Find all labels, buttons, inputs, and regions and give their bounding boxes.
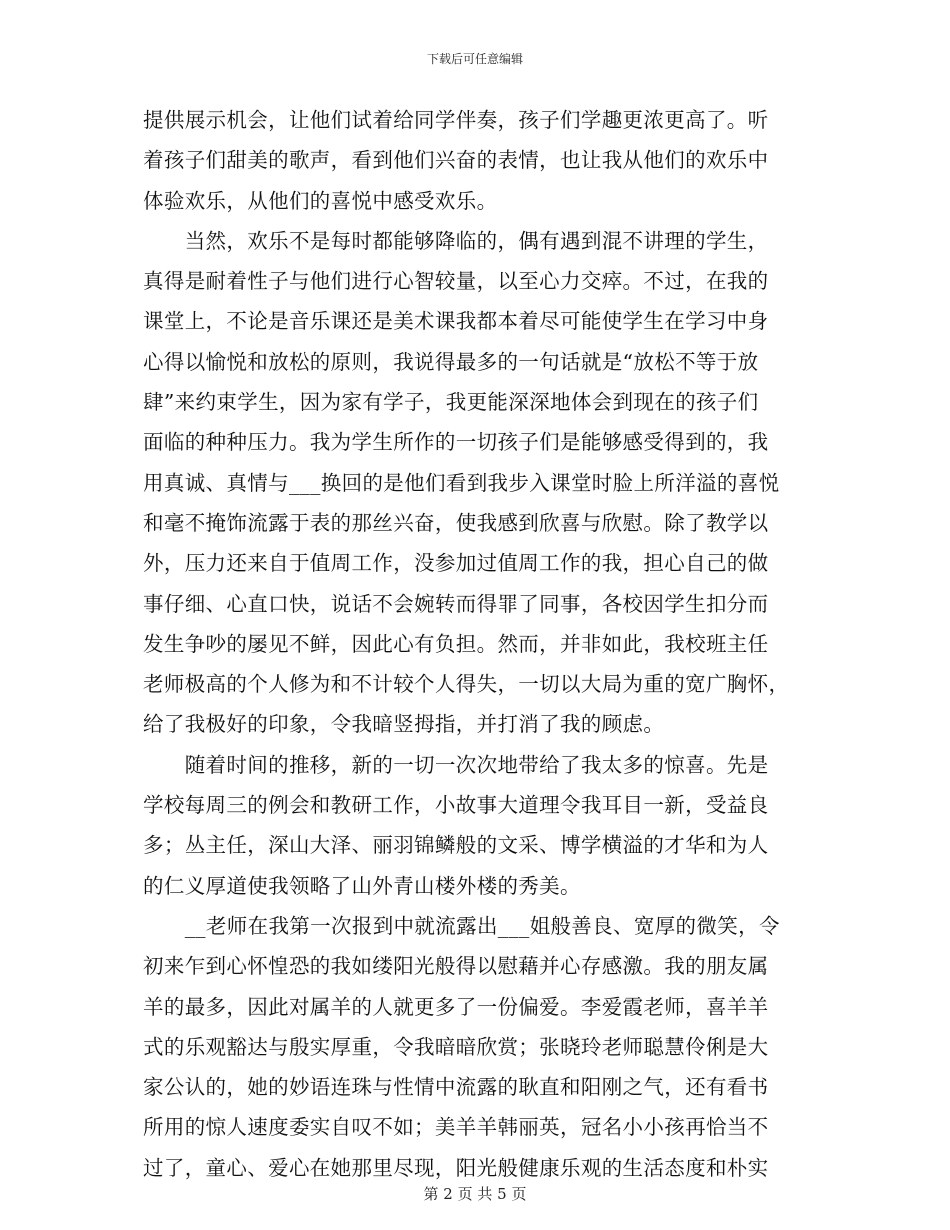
text-line: __老师在我第一次报到中就流露出___姐般善良、宽厚的微笑，令 <box>143 913 780 938</box>
text-line: 和毫不掩饰流露于表的那丝兴奋，使我感到欣喜与欣慰。除了教学以 <box>143 510 769 535</box>
document-body <box>143 100 803 1188</box>
text-line: 学校每周三的例会和教研工作，小故事大道理令我耳目一新，受益良 <box>143 793 769 818</box>
text-line: 随着时间的推移，新的一切一次次地带给了我太多的惊喜。先是 <box>143 752 769 777</box>
text-line: 事仔细、心直口快，说话不会婉转而得罪了同事，各校因学生扣分而 <box>143 591 769 616</box>
text-line: 提供展示机会，让他们试着给同学伴奏，孩子们学趣更浓更高了。听 <box>143 108 769 132</box>
text-line: 发生争吵的屡见不鲜，因此心有负担。然而，并非如此，我校班主任 <box>143 631 769 656</box>
text-line: 所用的惊人速度委实自叹不如；美羊羊韩丽英，冠名小小孩再恰当不 <box>143 1115 769 1140</box>
text-line: 初来乍到心怀惶恐的我如缕阳光般得以慰藉并心存感激。我的朋友属 <box>143 954 769 979</box>
text-line: 过了，童心、爱心在她那里尽现，阳光般健康乐观的生活态度和朴实 <box>143 1155 769 1180</box>
text-line: 用真诚、真情与___换回的是他们看到我步入课堂时脸上所洋溢的喜悦 <box>143 470 780 495</box>
text-line: 面临的种种压力。我为学生所作的一切孩子们是能够感受得到的，我 <box>143 430 769 455</box>
page-header: 下载后可任意编辑 <box>426 52 523 66</box>
page-footer: 第 2 页 共 5 页 <box>423 1185 527 1203</box>
text-line: 老师极高的个人修为和不计较个人得失，一切以大局为重的宽广胸怀， <box>143 672 790 697</box>
text-line: 真得是耐着性子与他们进行心智较量，以至心力交瘁。不过，在我的 <box>143 269 769 294</box>
text-line: 体验欢乐，从他们的喜悦中感受欢乐。 <box>143 188 498 213</box>
text-line: 多；丛主任，深山大泽、丽羽锦鳞般的文采、博学横溢的才华和为人 <box>143 833 769 858</box>
text-line: 心得以愉悦和放松的原则，我说得最多的一句话就是“放松不等于放 <box>143 349 759 374</box>
text-line: 的仁义厚道使我领略了山外青山楼外楼的秀美。 <box>143 873 581 898</box>
text-line: 羊的最多，因此对属羊的人就更多了一份偏爱。李爱霞老师，喜羊羊 <box>143 994 769 1019</box>
text-line: 家公认的，她的妙语连珠与性情中流露的耿直和阳刚之气，还有看书 <box>143 1075 769 1100</box>
text-line: 着孩子们甜美的歌声，看到他们兴奋的表情，也让我从他们的欢乐中 <box>143 148 769 173</box>
text-line: 课堂上，不论是音乐课还是美术课我都本着尽可能使学生在学习中身 <box>143 309 769 334</box>
text-line: 当然，欢乐不是每时都能够降临的，偶有遇到混不讲理的学生， <box>143 228 769 253</box>
text-line: 式的乐观豁达与殷实厚重，令我暗暗欣赏；张晓玲老师聪慧伶俐是大 <box>143 1034 769 1059</box>
text-line: 肆”来约束学生，因为家有学子，我更能深深地体会到现在的孩子们 <box>143 390 759 415</box>
text-line: 外，压力还来自于值周工作，没参加过值周工作的我，担心自己的做 <box>143 551 769 576</box>
text-line: 给了我极好的印象，令我暗竖拇指，并打消了我的顾虑。 <box>143 712 665 737</box>
